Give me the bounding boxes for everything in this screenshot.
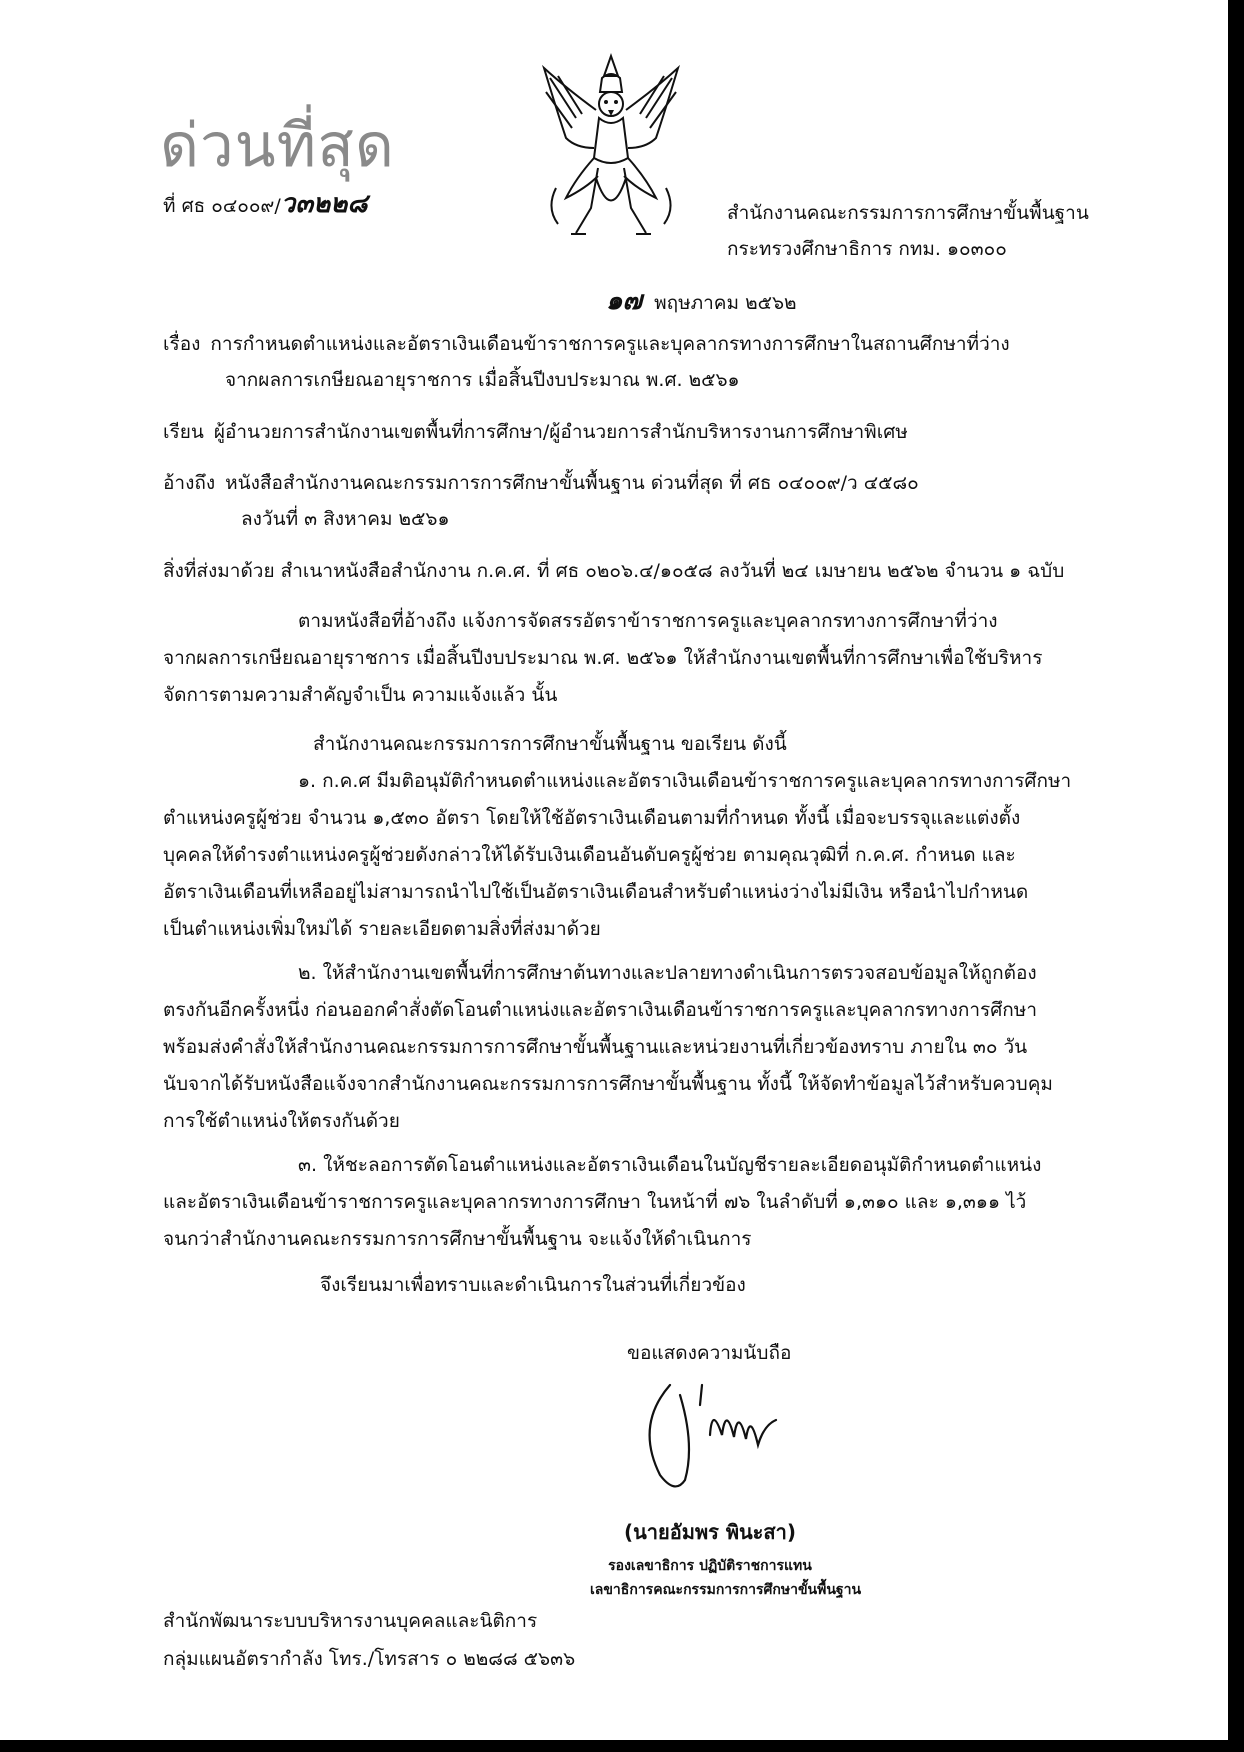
paragraph-line: ตามหนังสือที่อ้างถึง แจ้งการจัดสรรอัตราข้าราชการครูและบุคลากรทางการศึกษาที่ว่าง xyxy=(298,610,998,632)
signer-title-1: รองเลขาธิการ ปฏิบัติราชการแทน xyxy=(608,1558,812,1574)
document-number-prefix: ที่ ศธ ๐๔๐๐๙/ xyxy=(163,195,281,217)
paragraph-line: นับจากได้รับหนังสือแจ้งจากสำนักงานคณะกรรมการการศึกษาขั้นพื้นฐาน ทั้งนี้ ให้จัดทำข้อมูลไว้สำหรับควบคุม xyxy=(163,1073,1053,1095)
paragraph-line: การใช้ตำแหน่งให้ตรงกันด้วย xyxy=(163,1110,400,1132)
paragraph-line: พร้อมส่งคำสั่งให้สำนักงานคณะกรรมการการศึกษาขั้นพื้นฐานและหน่วยงานที่เกี่ยวข้องทราบ ภายใน ๓๐ วัน xyxy=(163,1036,1028,1058)
enclosure-line: สิ่งที่ส่งมาด้วย สำเนาหนังสือสำนักงาน ก.ค.ศ. ที่ ศธ ๐๒๐๖.๔/๑๐๕๘ ลงวันที่ ๒๔ เมษายน ๒๕๖๒ จำนวน ๑ ฉบับ xyxy=(163,560,1065,582)
paragraph-line: เป็นตำแหน่งเพิ่มใหม่ได้ รายละเอียดตามสิ่งที่ส่งมาด้วย xyxy=(163,918,601,940)
intro-paragraph xyxy=(163,603,1123,714)
document-number xyxy=(163,183,367,224)
paragraph-line: จัดการตามความสำคัญจำเป็น ความแจ้งแล้ว นั้น xyxy=(163,684,558,706)
scan-edge-bottom xyxy=(0,1740,1244,1752)
lead-paragraph xyxy=(163,726,1123,763)
footer-phone: กลุ่มแผนอัตรากำลัง โทร./โทรสาร ๐ ๒๒๘๘ ๕๖๓๖ xyxy=(163,1648,576,1670)
document-number-handwritten: ว๓๒๒๘ xyxy=(280,189,368,219)
paragraph-line: ๑. ก.ค.ศ มีมติอนุมัติกำหนดตำแหน่งและอัตราเงินเดือนข้าราชการครูและบุคลากรทางการศึกษา xyxy=(298,770,1072,792)
reference-label: อ้างถึง xyxy=(163,472,216,494)
paragraph-line: ตำแหน่งครูผู้ช่วย จำนวน ๑,๕๓๐ อัตรา โดยให้ใช้อัตราเงินเดือนตามที่กำหนด ทั้งนี้ เมื่อจะบรรจุและแต่งตั้ง xyxy=(163,807,1021,829)
subject-line-1: การกำหนดตำแหน่งและอัตราเงินเดือนข้าราชการครูและบุคลากรทางการศึกษาในสถานศึกษาที่ว่าง xyxy=(210,333,1010,355)
urgency-stamp: ด่วนที่สุด xyxy=(160,111,395,181)
issuer-ministry: กระทรวงศึกษาธิการ กทม. ๑๐๓๐๐ xyxy=(727,238,1007,260)
paragraph-line: ตรงกันอีกครั้งหนึ่ง ก่อนออกคำสั่งตัดโอนตำแหน่งและอัตราเงินเดือนข้าราชการครูและบุคลากรทางการศึกษา xyxy=(163,999,1037,1021)
recipient-label: เรียน xyxy=(163,421,204,443)
regards-text: ขอแสดงความนับถือ xyxy=(627,1342,792,1364)
closing-sentence: จึงเรียนมาเพื่อทราบและดำเนินการในส่วนที่เกี่ยวข้อง xyxy=(320,1274,746,1296)
date-month-year: พฤษภาคม ๒๕๖๒ xyxy=(654,292,797,314)
paragraph-line: ๓. ให้ชะลอการตัดโอนตำแหน่งและอัตราเงินเดือนในบัญชีรายละเอียดอนุมัติกำหนดตำแหน่ง xyxy=(298,1154,1042,1176)
footer-department: สำนักพัฒนาระบบบริหารงานบุคคลและนิติการ xyxy=(163,1610,538,1632)
paragraph-line: อัตราเงินเดือนที่เหลืออยู่ไม่สามารถนำไปใช้เป็นอัตราเงินเดือนสำหรับตำแหน่งว่างไม่มีเงิน หรือนำไปกำหนด xyxy=(163,881,1029,903)
paragraph-line: บุคคลให้ดำรงตำแหน่งครูผู้ช่วยดังกล่าวให้ได้รับเงินเดือนอันดับครูผู้ช่วย ตามคุณวุฒิที่ ก.ค.ศ. กำหนด และ xyxy=(163,844,1016,866)
paragraph-line: และอัตราเงินเดือนข้าราชการครูและบุคลากรทางการศึกษา ในหน้าที่ ๗๖ ในลำดับที่ ๑,๓๑๐ และ ๑,๓๑๑ ไว้ xyxy=(163,1191,1027,1213)
scan-edge-right xyxy=(1228,0,1244,1752)
paragraph-line: ๒. ให้สำนักงานเขตพื้นที่การศึกษาต้นทางและปลายทางดำเนินการตรวจสอบข้อมูลให้ถูกต้อง xyxy=(298,962,1037,984)
signer-title-2: เลขาธิการคณะกรรมการการศึกษาขั้นพื้นฐาน xyxy=(590,1582,862,1598)
item-3-paragraph xyxy=(163,1147,1123,1258)
recipient-text: ผู้อำนวยการสำนักงานเขตพื้นที่การศึกษา/ผู้อำนวยการสำนักบริหารงานการศึกษาพิเศษ xyxy=(213,421,908,443)
handwritten-signature-icon xyxy=(640,1365,790,1505)
paragraph-line: จากผลการเกษียณอายุราชการ เมื่อสิ้นปีงบประมาณ พ.ศ. ๒๕๖๑ ให้สำนักงานเขตพื้นที่การศึกษาเพื่อใช้บริหาร xyxy=(163,647,1043,669)
reference-block xyxy=(163,465,919,537)
issuer-address xyxy=(727,195,1089,267)
recipient-block xyxy=(163,414,908,450)
subject-line-2: จากผลการเกษียณอายุราชการ เมื่อสิ้นปีงบประมาณ พ.ศ. ๒๕๖๑ xyxy=(225,369,740,391)
reference-line-1: หนังสือสำนักงานคณะกรรมการการศึกษาขั้นพื้นฐาน ด่วนที่สุด ที่ ศธ ๐๔๐๐๙/ว ๔๕๘๐ xyxy=(225,472,919,494)
item-1-paragraph xyxy=(163,763,1123,948)
subject-label: เรื่อง xyxy=(163,333,201,355)
subject-block xyxy=(163,326,1010,398)
footer-contact xyxy=(163,1602,575,1678)
letter-date xyxy=(606,280,797,321)
paragraph-line: สำนักงานคณะกรรมการการศึกษาขั้นพื้นฐาน ขอเรียน ดังนี้ xyxy=(313,733,787,755)
item-2-paragraph xyxy=(163,955,1123,1140)
signer-block xyxy=(590,1516,862,1602)
paragraph-line: จนกว่าสำนักงานคณะกรรมการการศึกษาขั้นพื้นฐาน จะแจ้งให้ดำเนินการ xyxy=(163,1228,752,1250)
reference-line-2: ลงวันที่ ๓ สิงหาคม ๒๕๖๑ xyxy=(241,508,450,530)
issuer-office: สำนักงานคณะกรรมการการศึกษาขั้นพื้นฐาน xyxy=(727,202,1089,224)
date-day-handwritten: ๑๗ xyxy=(606,286,643,316)
garuda-emblem-icon xyxy=(536,48,686,243)
signer-name: (นายอัมพร พินะสา) xyxy=(623,1520,797,1544)
